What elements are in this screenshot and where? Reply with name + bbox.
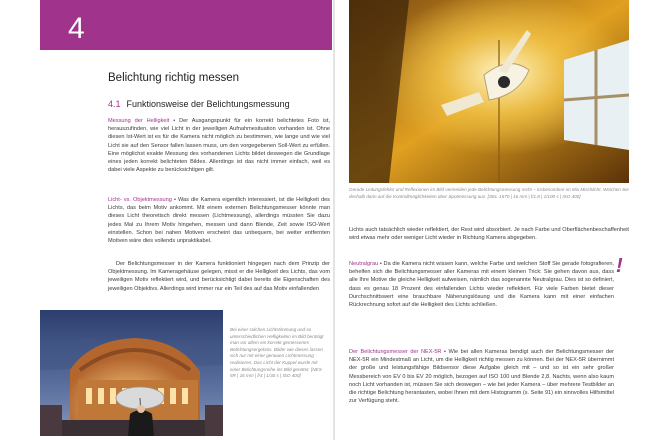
paragraph-keyword: Messung der Helligkeit (108, 118, 170, 124)
chapter-title: Belichtung richtig messen (108, 72, 240, 84)
photo-caption: Gerade Leitungsfehler und Reflexionen im Bild vermeiden jede Belichtungsmessung recht – insbesondere im Mix Mischlicht. Weichen Sie deshalb darin auf die Kontrollmöglichkeiten über Spotmessung aus. [SEL-1670 | 16 mm | f/1.8 | 1/100 s | ISO 400] (349, 187, 629, 199)
exclamation-mark-icon: ! (616, 255, 623, 277)
paragraph-belichtungsmesser: Der Belichtungsmesser in der Kamera funktioniert hingegen nach dem Prinzip der Objektmessung. Im Kameragehäuse gelegen, misst er die Helligkeit des Lichts, das vom jeweiligen Motiv reflektiert wird, und berücksichtigt dabei bereits die Eigenschaften des jeweiligen Objektivs. Allerdings wird immer nur ein Teil des auf das Motiv einfallenden (108, 261, 330, 292)
paragraph-keyword: Licht- vs. Objektmessung (108, 197, 172, 203)
paragraph-keyword: Neutralgrau (349, 261, 379, 267)
interior-lamp-photo (349, 0, 629, 183)
paragraph-text: • Was die Kamera eigentlich interessiert, ist die Helligkeit des Lichts, das beim Motiv ankommt. Mit einem externen Belichtungsmesser könnte man dieses Licht theoretisch direkt messen (Lichtmessung), allerdings müssten Sie dazu jedes Mal zu Ihrem Motiv hingehen, messen und dann Blende, Zeit sowie ISO-Wert einstellen. Schon bei nahen Motiven erscheint das unbequem, bei weiter entfernten Motiven wäre dies vollends unpraktikabel. (108, 197, 330, 245)
book-gutter (333, 0, 335, 440)
paragraph-messung (108, 117, 330, 174)
paragraph-neutralgrau (349, 260, 614, 309)
section-title: Funktionsweise der Belichtungsmessung (126, 99, 290, 109)
chapter-number: 4 (68, 12, 85, 45)
paragraph-text: • Der Ausgangspunkt für ein korrekt belichtetes Foto ist, herauszufinden, wie viel Licht in der jeweiligen Aufnahmesituation vorhanden ist. Ohne diesen Ist-Wert ist es für die Kamera nicht möglich zu bestimmen, wie lange und wie viel Licht sie auf den Sensor fallen lassen muss, um den vorgegebenen Soll-Wert zu erfüllen. Eine möglichst exakte Messung des vorhandenen Lichts bildet deswegen die Grundlage eines jeden korrekt belichteten Bildes. Allerdings ist das nicht immer einfach, weil es dabei viele Aspekte zu berücksichtigen gilt. (108, 118, 330, 174)
chapter-header-bar (40, 0, 332, 50)
paragraph-text: • Wie bei allen Kameras bendigt auch der Belichtungsmesser der NEX-5R ein Mindestmaß an Licht, um die Helligkeit richtig messen zu können. Bei der NEX-5R übernimmt der große und leistungsfähige Bildsensor diese Aufgabe gleich mit – und so ist ein sehr großer Messbereich von EV 0 bis EV 20 möglich, bezogen auf ISO 100 und Blende 2,8. Nachts, wenn also kaum noch Licht vorhanden ist, müssen Sie sich deswegen – wie bei jeder Kamera – über mehrere Testbilder an die richtige Belichtung herantasten, wobei Ihnen mit dem Histogramm (s. Seite 91) ein sinnvolles Hilfsmittel zur Verfügung steht. (349, 349, 614, 405)
section-heading (108, 99, 290, 109)
section-number: 4.1 (108, 99, 121, 109)
paragraph-reflexion: Lichts auch tatsächlich wieder reflektiert, der Rest wird absorbiert. Je nach Farbe und Oberflächenbeschaffenheit wird etwas mehr oder weniger Licht wieder in Richtung Kamera abgegeben. (349, 227, 629, 242)
photo-caption: Bei einer solchen Lichtstimmung und so unterschiedlichen Helligkeiten im Bild benötigt man vor allem ein korrekt gemessenes Belichtungsergebnis. Bilder wie dieses lassen sich nur mit einer genauen Lichtmessung realisieren. Das Licht der Kuppel wurde mit einer Belichtungsreihe ins Bild gerettet. [NEX-5R | 16 mm | f/4 | 1/30 s | ISO 400] (230, 327, 324, 379)
paragraph-objektmessung (108, 196, 330, 245)
paragraph-keyword: Der Belichtungsmesser der NEX-5R (349, 349, 442, 355)
opera-house-photo (40, 310, 223, 436)
paragraph-nex5r (349, 348, 614, 405)
paragraph-text: • Da die Kamera nicht wissen kann, welche Farbe und welchen Stoff Sie gerade fotografieren, behelfen sich die Belichtungsmesser aller Kameras mit einem kleinen Trick: Sie gehen davon aus, dass alle Ihre Motive die gleiche Helligkeit aufweisen, nämlich das sogenannte Neutralgrau. Dies ist so definiert, dass es genau 18 Prozent des einfallenden Lichts wieder reflektiert. Für viele Farben bietet dieser Durchschnittswert eine brauchbare Näherungslösung und die Kamera kann mit einer einfachen Rückrechnung sofort auf die Helligkeit des Lichts schließen. (349, 261, 614, 309)
